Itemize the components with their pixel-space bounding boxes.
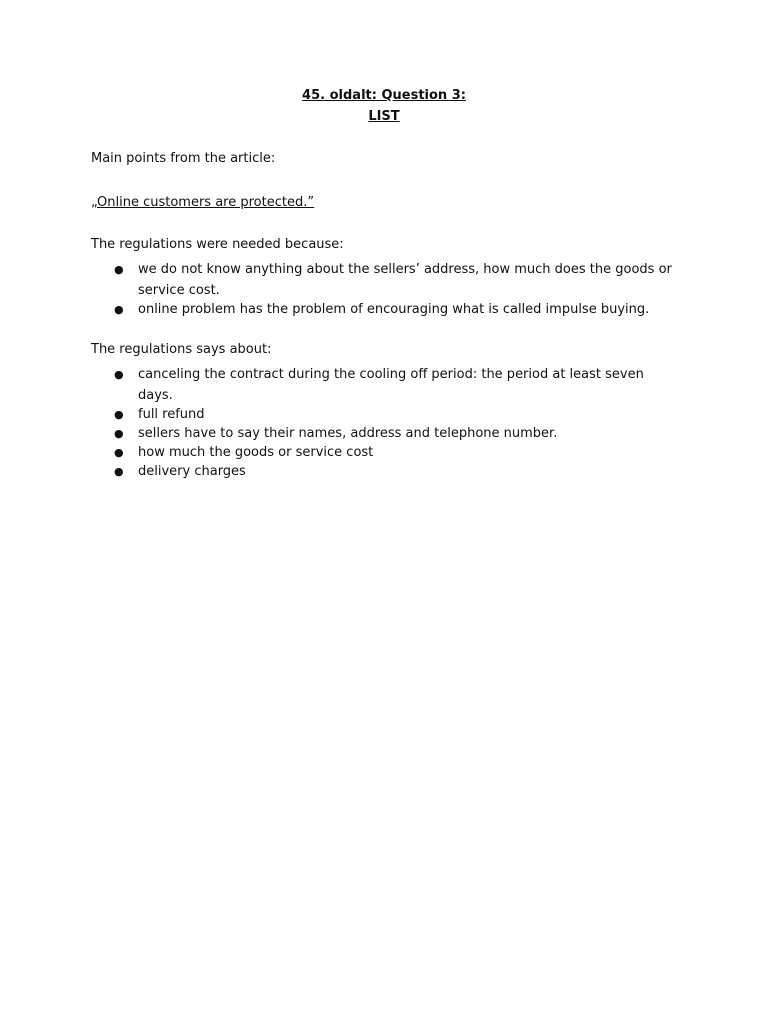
list-item	[114, 364, 678, 406]
page-title: 45. oldalt: Question 3:	[302, 88, 466, 103]
list-item-text: online problem has the problem of encouraging what is called impulse buying.	[138, 302, 650, 317]
bullet-icon: ●	[114, 427, 124, 440]
bullet-icon: ●	[114, 446, 124, 459]
article-quote: „Online customers are protected.”	[91, 195, 315, 210]
list-item-text: sellers have to say their names, address and telephone number.	[138, 426, 558, 441]
page-subtitle: LIST	[368, 109, 400, 124]
bullet-icon: ●	[114, 263, 124, 276]
list-item-text: canceling the contract during the cooling off period: the period at least seven days.	[138, 367, 644, 403]
intro-text: Main points from the article:	[91, 151, 276, 166]
section-heading-says: The regulations says about:	[91, 342, 272, 357]
section-heading-needed: The regulations were needed because:	[91, 237, 344, 252]
list-item	[114, 461, 678, 482]
list-item	[114, 259, 678, 301]
bullet-icon: ●	[114, 465, 124, 478]
list-item	[114, 299, 678, 320]
list-item-text: delivery charges	[138, 464, 246, 479]
bullet-icon: ●	[114, 368, 124, 381]
list-item-text: we do not know anything about the sellers’ address, how much does the goods or service cost.	[138, 262, 672, 298]
list-item	[114, 404, 678, 425]
list-item	[114, 442, 678, 463]
bullet-list-needed	[114, 259, 678, 318]
bullet-list-says	[114, 364, 678, 480]
list-item-text: full refund	[138, 407, 205, 422]
list-item	[114, 423, 678, 444]
list-item-text: how much the goods or service cost	[138, 445, 374, 460]
bullet-icon: ●	[114, 303, 124, 316]
bullet-icon: ●	[114, 408, 124, 421]
